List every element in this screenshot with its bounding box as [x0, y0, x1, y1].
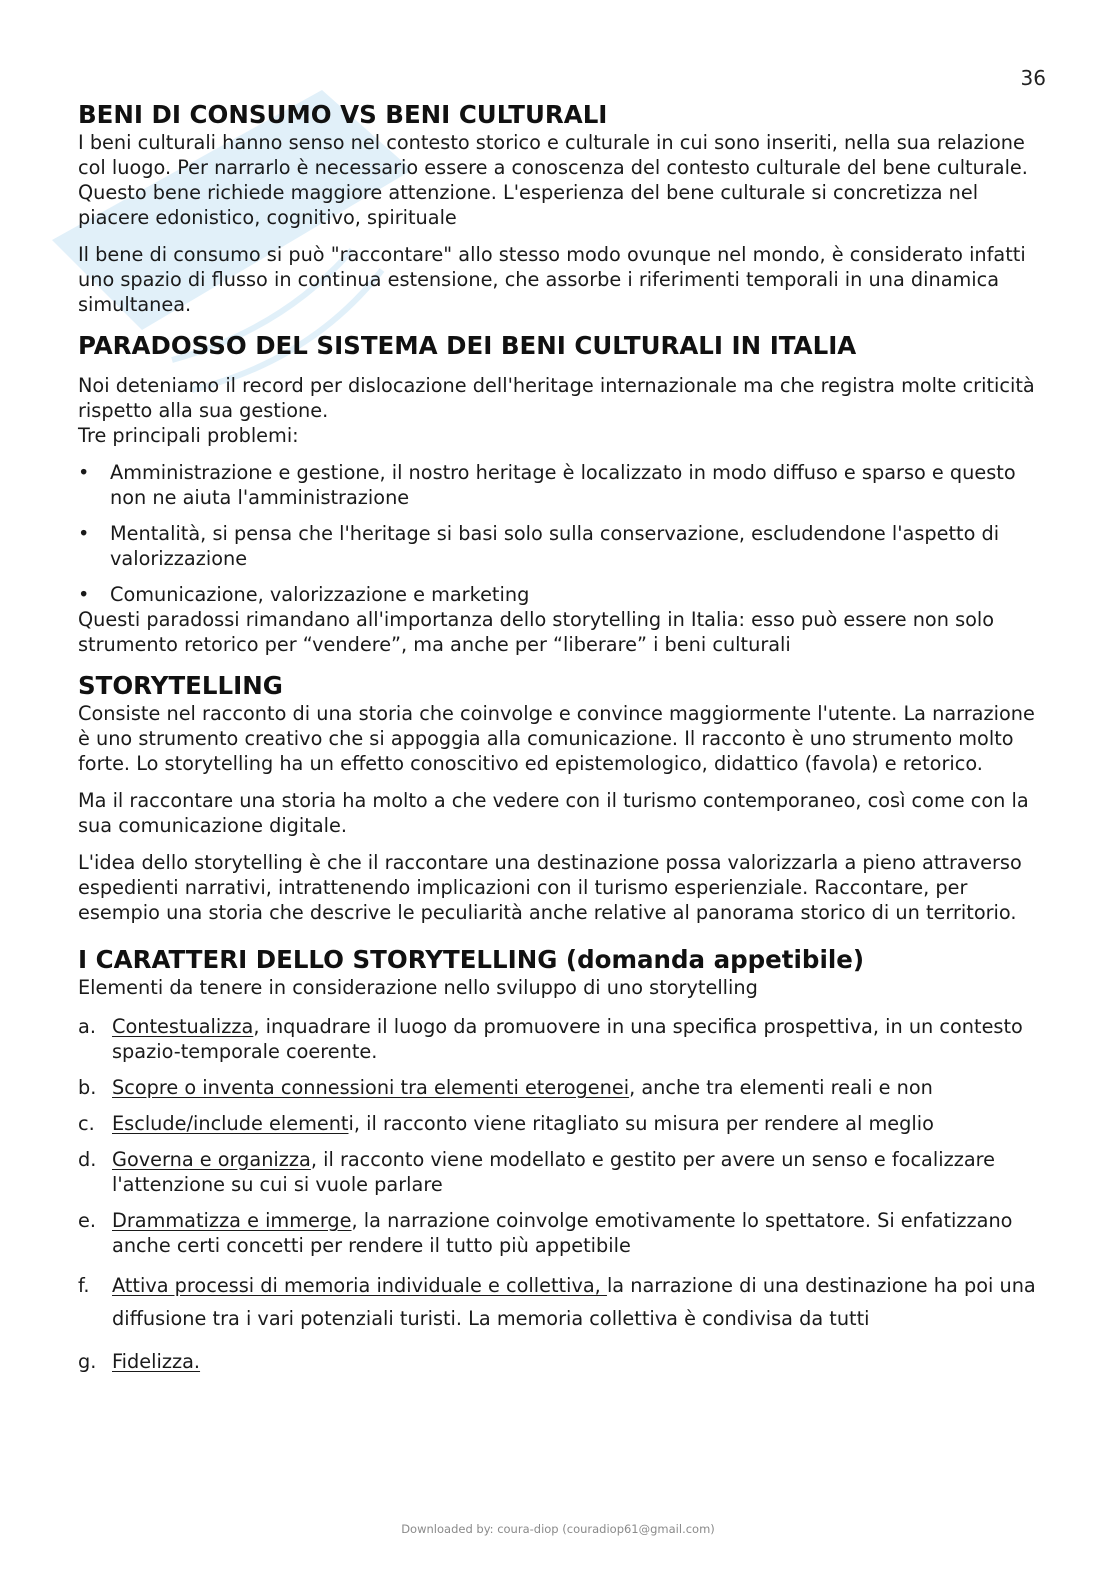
- bullet-icon: •: [78, 461, 90, 484]
- list-marker: d.: [78, 1148, 97, 1171]
- list-item: [78, 1349, 1038, 1374]
- underlined-term: Drammatizza e immerge: [112, 1209, 352, 1232]
- list-item: f. Attiva processi di memoria individuale e collettiva, la narrazione di una destinazione ha poi una diffusione tra i vari potenziali turisti. La memoria collettiva è condivisa da tutti: [78, 1269, 1038, 1335]
- paragraph: Elementi da tenere in considerazione nello sviluppo di uno storytelling: [78, 976, 758, 999]
- page-number: 36: [1020, 66, 1046, 90]
- download-footer: Downloaded by: coura-diop (couradiop61@gmail.com): [401, 1522, 715, 1536]
- list-item: a. Contestualizza, inquadrare il luogo da promuovere in una specifica prospettiva, in un contesto spazio-temporale coerente.: [78, 1015, 1023, 1063]
- list-marker: a.: [78, 1015, 96, 1038]
- list-item: • Mentalità, si pensa che l'heritage si basi solo sulla conservazione, escludendone l'aspetto di valorizzazione: [78, 522, 1000, 570]
- bullet-icon: •: [78, 522, 90, 545]
- section-heading: I CARATTERI DELLO STORYTELLING (domanda appetibile): [78, 945, 865, 974]
- underlined-term: Governa e organizza: [112, 1148, 311, 1171]
- list-item: • Amministrazione e gestione, il nostro heritage è localizzato in modo diffuso e sparso e questo non ne aiuta l'amministrazione: [78, 461, 1016, 509]
- characteristics-list: [78, 1014, 1038, 1374]
- section-paradosso: [78, 331, 1038, 657]
- section-heading: PARADOSSO DEL SISTEMA DEI BENI CULTURALI IN ITALIA: [78, 331, 857, 360]
- underlined-term: Esclude/include element: [112, 1112, 349, 1135]
- problem-list: [78, 460, 1038, 607]
- underlined-term: Fidelizza.: [112, 1350, 201, 1373]
- section-beni-di-consumo: [78, 100, 1038, 317]
- list-marker: f.: [78, 1274, 90, 1297]
- bullet-icon: •: [78, 583, 90, 606]
- section-heading: BENI DI CONSUMO VS BENI CULTURALI: [78, 100, 608, 129]
- section-caratteri: [78, 945, 1038, 1374]
- list-item: d. Governa e organizza, il racconto viene modellato e gestito per avere un senso e focalizzare l'attenzione su cui si vuole parlare: [78, 1148, 996, 1196]
- list-marker: b.: [78, 1076, 97, 1099]
- list-item: e. Drammatizza e immerge, la narrazione coinvolge emotivamente lo spettatore. Si enfatizzano anche certi concetti per rendere il tutto più appetibile: [78, 1209, 1013, 1257]
- list-item: c. Esclude/include elementi, il racconto viene ritagliato su misura per rendere al meglio: [78, 1112, 934, 1135]
- document-content: [78, 100, 1038, 1385]
- paragraph: Consiste nel racconto di una storia che coinvolge e convince maggiormente l'utente. La narrazione è uno strumento creativo che si appoggia alla comunicazione. Il racconto è uno strumento molto forte. Lo storytelling ha un effetto conoscitivo ed epistemologico, didattico (favola) e retorico.: [78, 702, 1035, 775]
- list-item: b. Scopre o inventa connessioni tra elementi eterogenei, anche tra elementi reali e non: [78, 1076, 933, 1099]
- section-heading: STORYTELLING: [78, 671, 283, 700]
- section-storytelling: [78, 671, 1038, 925]
- paragraph: Questi paradossi rimandano all'importanza dello storytelling in Italia: esso può essere non solo strumento retorico per “vendere”, ma anche per “liberare” i beni culturali: [78, 608, 995, 656]
- underlined-term: Attiva processi di memoria individuale e collettiva,: [112, 1274, 607, 1297]
- paragraph: Tre principali problemi:: [78, 424, 299, 447]
- paragraph: L'idea dello storytelling è che il raccontare una destinazione possa valorizzarla a pieno attraverso espedienti narrativi, intrattenendo implicazioni con il turismo esperienziale. Raccontare, per esempio una storia che descrive le peculiarità anche relative al panorama storico di un territorio.: [78, 851, 1022, 924]
- underlined-term: Contestualizza: [112, 1015, 254, 1038]
- list-item: • Comunicazione, valorizzazione e marketing: [78, 583, 530, 606]
- paragraph: Noi deteniamo il record per dislocazione dell'heritage internazionale ma che registra molte criticità rispetto alla sua gestione.: [78, 374, 1035, 422]
- list-marker: g.: [78, 1350, 97, 1373]
- list-marker: c.: [78, 1112, 95, 1135]
- underlined-term: Scopre o inventa connessioni tra elementi eterogenei: [112, 1076, 630, 1099]
- paragraph: Il bene di consumo si può "raccontare" allo stesso modo ovunque nel mondo, è considerato infatti uno spazio di flusso in continua estensione, che assorbe i riferimenti temporali in una dinamica simultanea.: [78, 243, 1026, 316]
- paragraph: I beni culturali hanno senso nel contesto storico e culturale in cui sono inseriti, nella sua relazione col luogo. Per narrarlo è necessario essere a conoscenza del contesto culturale del bene culturale. Questo bene richiede maggiore attenzione. L'esperienza del bene culturale si concretizza nel piacere edonistico, cognitivo, spirituale: [78, 131, 1028, 229]
- paragraph: Ma il raccontare una storia ha molto a che vedere con il turismo contemporaneo, così come con la sua comunicazione digitale.: [78, 789, 1029, 837]
- list-marker: e.: [78, 1209, 96, 1232]
